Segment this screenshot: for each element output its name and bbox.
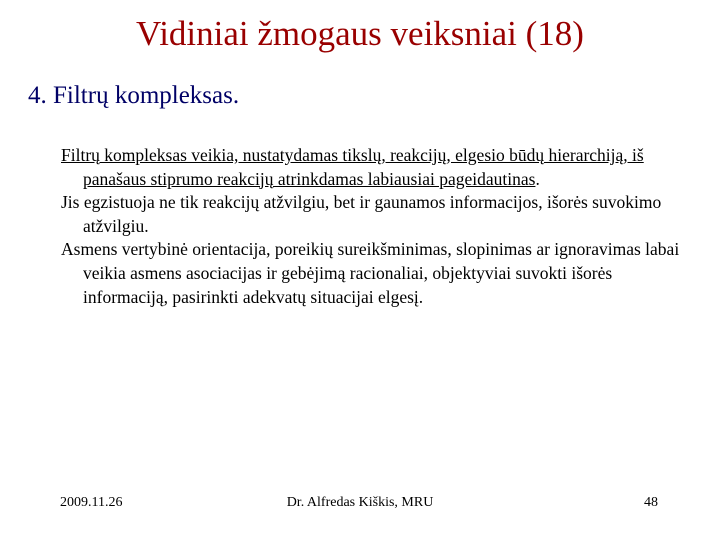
paragraph-1-rest: . bbox=[535, 168, 540, 189]
paragraph-1-underlined: Filtrų kompleksas veikia, nustatydamas tikslų, reakcijų, elgesio būdų hierarchiją, iš panašaus stiprumo reakcijų atrinkdamas labiausiai pageidautinas bbox=[61, 145, 644, 189]
slide-title-count: (18) bbox=[525, 14, 584, 53]
paragraph-3: Asmens vertybinė orientacija, poreikių sureikšminimas, slopinimas ar ignoravimas labai veikia asmens asociacijas ir gebėjimą racionaliai, objektyviai suvokti išorės informaciją, pasirinkti adekvatų situacijai elgesį. bbox=[61, 239, 680, 307]
footer-author: Dr. Alfredas Kiškis, MRU bbox=[286, 495, 434, 510]
slide-title-main: Vidiniai žmogaus veiksniai bbox=[136, 14, 517, 53]
paragraph-2: Jis egzistuoja ne tik reakcijų atžvilgiu, bet ir gaunamos informacijos, išorės suvokimo atžvilgiu. bbox=[61, 192, 662, 236]
footer-date: 2009.11.26 bbox=[60, 495, 123, 510]
paragraph-1 bbox=[61, 144, 701, 191]
footer-page-number: 48 bbox=[644, 495, 658, 510]
slide-title bbox=[0, 12, 720, 56]
slide-body bbox=[61, 144, 701, 309]
slide-subtitle: 4. Filtrų kompleksas. bbox=[28, 82, 240, 109]
